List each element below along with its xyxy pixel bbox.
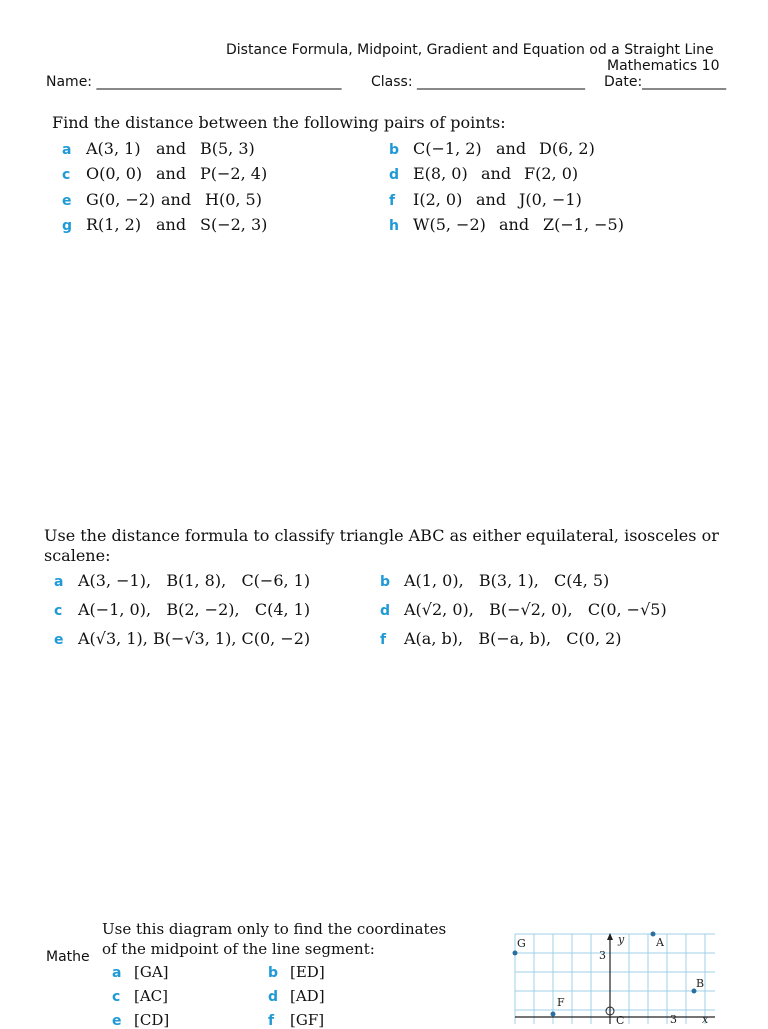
list-item <box>389 164 578 183</box>
date-field[interactable]: Date:____________ <box>604 74 727 90</box>
point-g <box>513 951 518 956</box>
coordinate-grid <box>510 929 720 1024</box>
section1-instruction: Find the distance between the following pairs of points: <box>52 113 506 132</box>
segment: [CD] <box>134 1011 170 1029</box>
point-f <box>551 1012 556 1017</box>
section2-instruction-cont: scalene: <box>44 546 111 565</box>
segment: [GA] <box>134 963 169 981</box>
class-field[interactable]: Class: ________________________ <box>371 74 585 90</box>
point-one: A(3, 1) <box>86 139 141 158</box>
item-label: e <box>54 632 64 648</box>
item-label: f <box>380 632 387 648</box>
item-label: d <box>380 603 391 619</box>
subject-label: Mathematics 10 <box>607 58 720 74</box>
section3-instruction-cont: of the midpoint of the line segment: <box>102 940 375 958</box>
point-one: R(1, 2) <box>86 215 142 234</box>
page-title: Distance Formula, Midpoint, Gradient and Equation od a Straight Line <box>226 42 714 58</box>
triangle-points: A(1, 0), B(3, 1), C(4, 5) <box>404 571 610 590</box>
item-label: d <box>268 989 279 1005</box>
point-two: Z(−1, −5) <box>543 215 624 234</box>
section3-instruction: Use this diagram only to find the coordinates <box>102 920 447 938</box>
section2-instruction: Use the distance formula to classify triangle ABC as either equilateral, isosceles or <box>44 526 719 545</box>
list-item <box>62 164 267 183</box>
point-two: F(2, 0) <box>524 164 579 183</box>
list-item <box>389 190 582 209</box>
tick-x-3: 3 <box>670 1013 677 1024</box>
list-item <box>54 571 310 590</box>
label-y-axis: y <box>618 933 625 946</box>
and-word: and <box>499 215 530 234</box>
triangle-points: A(a, b), B(−a, b), C(0, 2) <box>404 629 622 648</box>
list-item <box>54 600 310 619</box>
point-one: C(−1, 2) <box>413 139 482 158</box>
item-label: a <box>54 574 64 590</box>
item-label: a <box>112 965 122 981</box>
list-item <box>112 1011 169 1029</box>
point-one: O(0, 0) <box>86 164 143 183</box>
label-c: C <box>616 1014 625 1024</box>
list-item <box>268 963 325 981</box>
triangle-points: A(√2, 0), B(−√2, 0), C(0, −√5) <box>404 600 667 619</box>
and-word: and <box>156 164 187 183</box>
item-label: g <box>62 218 73 234</box>
point-two: B(5, 3) <box>200 139 255 158</box>
list-item <box>380 571 609 590</box>
and-word: and <box>481 164 512 183</box>
segment: [GF] <box>290 1011 325 1029</box>
point-two: D(6, 2) <box>539 139 595 158</box>
point-one: W(5, −2) <box>413 215 486 234</box>
item-label: h <box>389 218 399 234</box>
name-field[interactable]: Name: ___________________________________ <box>46 74 342 90</box>
item-label: f <box>389 193 396 209</box>
list-item <box>62 215 267 234</box>
item-label: a <box>62 142 72 158</box>
list-item <box>112 963 169 981</box>
item-label: d <box>389 167 400 183</box>
item-label: f <box>268 1013 275 1029</box>
and-word: and <box>161 190 192 209</box>
list-item <box>380 629 622 648</box>
list-item <box>268 987 325 1005</box>
point-one: G(0, −2) <box>86 190 156 209</box>
item-label: b <box>380 574 391 590</box>
item-label: e <box>112 1013 122 1029</box>
tick-y-3: 3 <box>599 949 606 962</box>
side-label: Mathe <box>46 949 90 965</box>
list-item <box>389 215 624 234</box>
triangle-points: A(3, −1), B(1, 8), C(−6, 1) <box>78 571 311 590</box>
point-two: S(−2, 3) <box>200 215 268 234</box>
list-item <box>380 600 667 619</box>
triangle-points: A(√3, 1), B(−√3, 1), C(0, −2) <box>78 629 311 648</box>
and-word: and <box>476 190 507 209</box>
item-label: b <box>268 965 279 981</box>
and-word: and <box>156 215 187 234</box>
point-two: J(0, −1) <box>519 190 582 209</box>
point-a <box>651 932 656 937</box>
list-item <box>112 987 168 1005</box>
label-b: B <box>696 977 705 990</box>
label-a: A <box>656 936 664 949</box>
and-word: and <box>496 139 527 158</box>
item-label: b <box>389 142 400 158</box>
point-one: E(8, 0) <box>413 164 468 183</box>
list-item <box>62 139 255 158</box>
item-label: c <box>54 603 63 619</box>
item-label: e <box>62 193 72 209</box>
triangle-points: A(−1, 0), B(2, −2), C(4, 1) <box>78 600 311 619</box>
item-label: c <box>112 989 121 1005</box>
segment: [ED] <box>290 963 325 981</box>
grid-svg <box>510 929 720 1024</box>
list-item <box>62 190 262 209</box>
list-item <box>389 139 595 158</box>
segment: [AC] <box>134 987 169 1005</box>
item-label: c <box>62 167 71 183</box>
point-two: P(−2, 4) <box>200 164 268 183</box>
segment: [AD] <box>290 987 325 1005</box>
list-item <box>268 1011 324 1029</box>
point-two: H(0, 5) <box>205 190 262 209</box>
list-item <box>54 629 310 648</box>
label-f: F <box>557 996 565 1009</box>
label-x-axis: x <box>702 1013 709 1024</box>
and-word: and <box>156 139 187 158</box>
label-g: G <box>517 937 526 950</box>
point-one: I(2, 0) <box>413 190 463 209</box>
